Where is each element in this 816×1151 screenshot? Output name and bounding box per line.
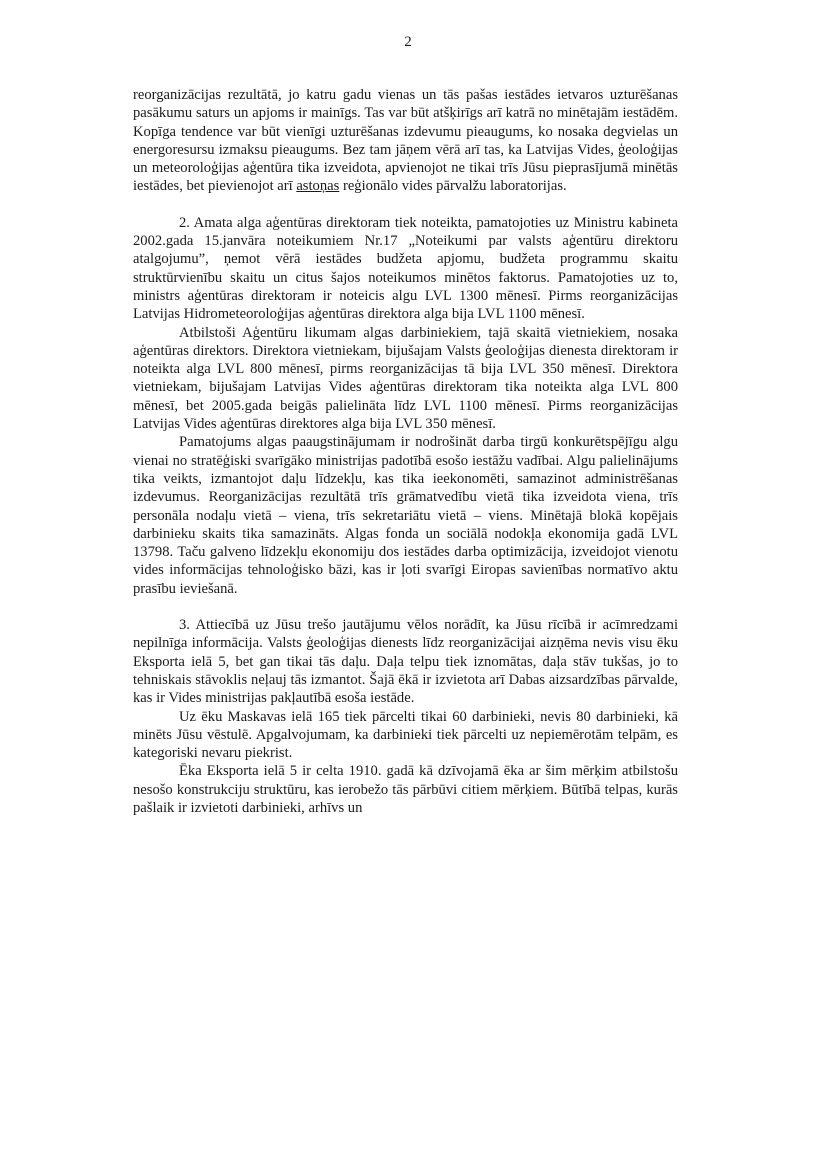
page-number: 2 [404, 34, 412, 50]
paragraph-building-history: Ēka Eksporta ielā 5 ir celta 1910. gadā kā dzīvojamā ēka ar šim mērķim atbilstošu nesošo konstrukciju struktūru, kas ierobežo tās pārbūvi citiem mērķiem. Būtībā telpas, kurās pašlaik ir izvietoti darbinieki, arhīvs un [133, 763, 678, 816]
paragraph-text: reorganizācijas rezultātā, jo katru gadu vienas un tās pašas iestādes ietvaros uzturēšanas pasākumu saturs un apjoms ir mainīgs. Tas var būt atšķirīgs arī katrā no minētajām iestādēm. Kopīga tendence var būt vienīgi uzturēšanas izdevumu pieaugums, ko nosaka degvielas un energoresursu izmaksu pieaugums. Bez tam jāņem vērā arī tas, ka Latvijas Vides, ģeoloģijas un meteoroloģijas aģentūra tika izveidota, apvienojot ne tikai trīs Jūsu pieprasījumā minētās iestādes, bet pievienojot arī [133, 87, 678, 195]
paragraph-reorganization-costs [133, 86, 678, 196]
paragraph-salary-justification: Pamatojums algas paaugstinājumam ir nodrošināt darba tirgū konkurētspējīgu algu vienai no stratēģiski svarīgāko ministrijas padotībā esošo iestāžu vadībai. Algu palielinājums tika veikts, izmantojot daļu līdzekļu, kas tika ieekonomēti, samazinot administrēšanas izdevumus. Reorganizācijas rezultātā trīs grāmatvedību vietā tika izveidota viena, trīs personāla nodaļu vietā – viena, trīs sekretariātu vietā – viens. Minētajā blokā kopējais darbinieku skaits tika samazināts. Algas fonda un sociālā nodokļa ekonomija gadā LVL 13798. Taču galveno līdzekļu ekonomiju dos iestādes darba optimizācija, izveidojot vienotu vides informācijas tehnoloģisko bāzi, kas ir ļoti svarīgi Eiropas savienības normatīvo aktu prasību ieviešanā. [133, 434, 678, 597]
paragraph-text-end: reģionālo vides pārvalžu laboratorijas. [342, 178, 567, 195]
paragraph-relocation: Uz ēku Maskavas ielā 165 tiek pārcelti tikai 60 darbinieki, nevis 80 darbinieki, kā minēts Jūsu vēstulē. Apgalvojumam, ka darbinieki tiek pārcelti uz nepiemērotām telpām, es kategoriski nevaru piekrist. [133, 708, 678, 762]
letter-body [133, 86, 678, 817]
paragraph-director-salary: 2. Amata alga aģentūras direktoram tiek noteikta, pamatojoties uz Ministru kabineta 2002.gada 15.janvāra noteikumiem Nr.17 „Noteikumi par valsts aģentūru direktoru atalgojumu”, ņemot vērā iestādes budžeta apjomu, budžeta programmu skaitu struktūrvienību skaitu un citus šajos noteikumos minētos faktorus. Pamatojoties uz to, ministrs aģentūras direktoram ir noteicis algu LVL 1300 mēnesī. Pirms reorganizācijas Latvijas Hidrometeoroloģijas aģentūras direktora alga bija LVL 1100 mēnesī. [133, 214, 678, 323]
underlined-word: astoņas [296, 178, 340, 195]
paragraph-deputy-salaries: Atbilstoši Aģentūru likumam algas darbiniekiem, tajā skaitā vietniekiem, nosaka aģentūras direktors. Direktora vietniekam, bijušajam Valsts ģeoloģijas dienesta direktoram ir noteikta alga LVL 800 mēnesī, pirms reorganizācijas tā bija LVL 350 mēnesī. Direktora vietniekam, bijušajam Latvijas Vides aģentūras direktoram tika noteikta alga LVL 800 mēnesī, bet 2005.gada beigās palielināta līdz LVL 1100 mēnesī. Pirms reorganizācijas Latvijas Vides aģentūras direktores alga bija LVL 350 mēnesī. [133, 324, 678, 433]
paragraph-building-info: 3. Attiecībā uz Jūsu trešo jautājumu vēlos norādīt, ka Jūsu rīcībā ir acīmredzami nepilnīga informācija. Valsts ģeoloģijas dienests līdz reorganizācijai aizņēma nevis visu ēku Eksporta ielā 5, bet gan tikai tās daļu. Daļa telpu tiek iznomātas, daļa stāv tukšas, jo to tehniskais stāvoklis neļauj tās izmantot. Šajā ēkā ir izvietota arī Dabas aizsardzības pārvalde, kas ir Vides ministrijas pakļautībā esoša iestāde. [133, 617, 678, 707]
